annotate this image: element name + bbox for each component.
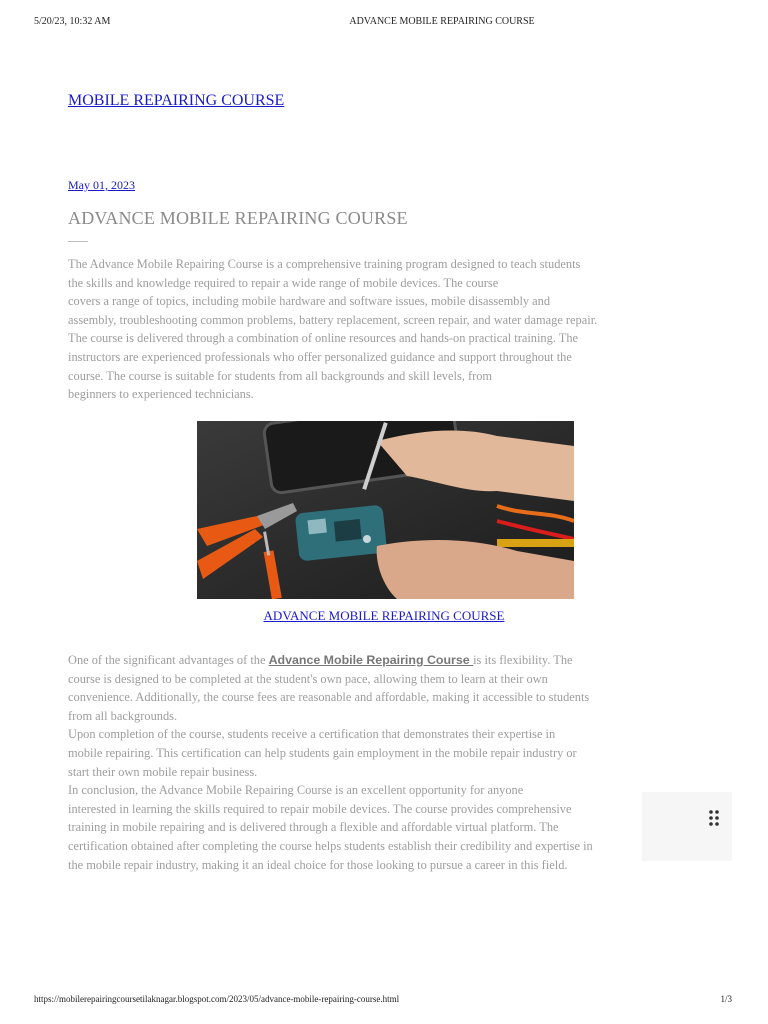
text-line: Upon completion of the course, students receive a certification that demonstrates their expertise in [68,727,556,742]
course-inline-link[interactable]: Advance Mobile Repairing Course [268,653,474,667]
post-heading: ADVANCE MOBILE REPAIRING COURSE [68,208,408,228]
text-line: convenience. Additionally, the course fees are reasonable and affordable, making it accessible to students [68,690,590,705]
text-line: The Advance Mobile Repairing Course is a comprehensive training program designed to teach students [68,257,581,271]
print-datetime: 5/20/23, 10:32 AM [34,16,111,27]
text-line: training in mobile repairing and is delivered through a flexible and affordable virtual platform. The [68,820,559,835]
post-date-link[interactable]: May 01, 2023 [68,178,135,192]
image-caption-link[interactable]: ADVANCE MOBILE REPAIRING COURSE [263,608,505,623]
text-line [68,651,688,670]
text-line: course. The course is suitable for students from all backgrounds and skill levels, from [68,368,493,383]
text-line: covers a range of topics, including mobile hardware and software issues, mobile disassembly and [68,294,551,309]
blog-title-link[interactable]: MOBILE REPAIRING COURSE [68,92,285,109]
text-fragment: is its flexibility. The [473,653,573,667]
text-line: from all backgrounds. [68,708,178,723]
text-fragment: One of the significant advantages of the [68,653,269,667]
text-line: certification obtained after completing the course helps students establish their credibility and expertise in [68,838,593,853]
text-line: In conclusion, the Advance Mobile Repairing Course is an excellent opportunity for anyone [68,783,524,798]
heading-divider [68,241,88,242]
repair-photo-illustration [197,421,574,599]
text-line: assembly, troubleshooting common problems, battery replacement, screen repair, and water damage repair. [68,312,598,327]
text-line: mobile repairing. This certification can help students gain employment in the mobile repair industry or [68,745,577,760]
text-line: beginners to experienced technicians. [68,387,254,402]
intro-paragraph [68,255,688,404]
print-url: https://mobilerepairingcoursetilaknagar.blogspot.com/2023/05/advance-mobile-repairing-course.html [34,994,400,1004]
text-line: start their own mobile repair business. [68,764,258,779]
floating-share-button[interactable] [642,792,732,861]
print-page-number: 1/3 [720,994,732,1004]
dots-grid-icon [708,809,720,827]
text-line: the skills and knowledge required to repair a wide range of mobile devices. The course [68,275,499,290]
text-line: the mobile repair industry, making it an ideal choice for those looking to pursue a career in this field. [68,857,568,872]
body-paragraph [68,651,688,874]
text-line: interested in learning the skills required to repair mobile devices. The course provides comprehensive [68,801,572,816]
post-image[interactable] [197,421,574,599]
text-line: The course is delivered through a combination of online resources and hands-on practical training. The [68,331,579,346]
text-line: instructors are experienced professionals who offer personalized guidance and support throughout the [68,349,572,364]
text-line: course is designed to be completed at the student's own pace, allowing them to learn at their own [68,671,548,686]
print-page-title: ADVANCE MOBILE REPAIRING COURSE [349,16,535,27]
